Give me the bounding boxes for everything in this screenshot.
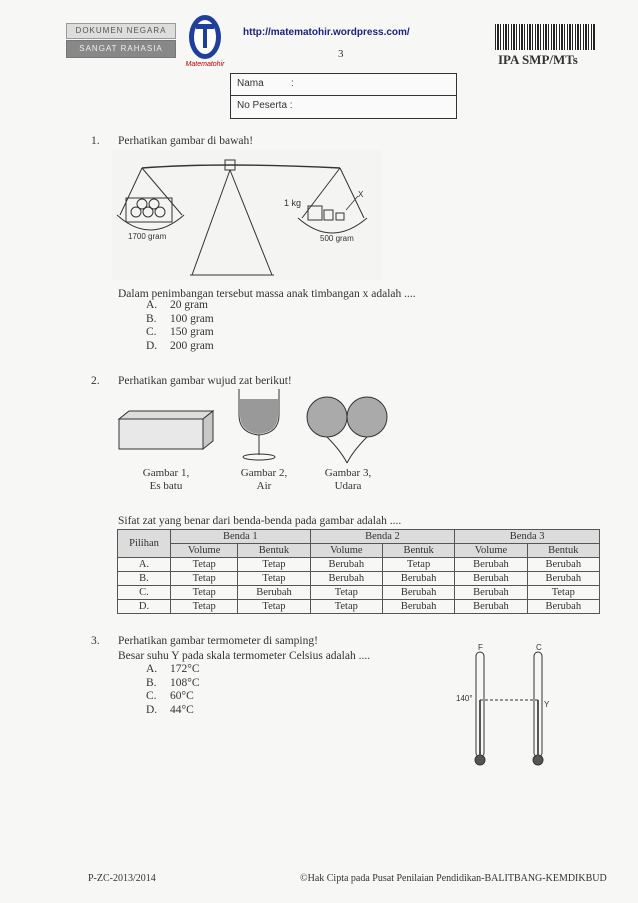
table-cell: Berubah xyxy=(527,600,599,614)
option-letter: D. xyxy=(146,339,158,352)
caption-line-2: Udara xyxy=(334,480,362,492)
question-3-text: Besar suhu Y pada skala termometer Celsius adalah .... xyxy=(118,650,371,662)
site-url-link[interactable]: http://matematohir.wordpress.com/ xyxy=(243,27,410,38)
document-stamp-top: DOKUMEN NEGARA xyxy=(66,23,176,39)
subheader-volume: Volume xyxy=(455,544,527,558)
name-separator: : xyxy=(291,78,294,89)
question-3-number: 3. xyxy=(91,635,100,647)
option-b[interactable] xyxy=(146,313,214,327)
question-1-text: Dalam penimbangan tersebut massa anak timbangan x adalah .... xyxy=(118,288,416,300)
option-b[interactable] xyxy=(146,677,200,691)
caption-line-1: Gambar 1, xyxy=(142,467,190,479)
table-cell: Tetap xyxy=(171,572,238,586)
table-cell: Berubah xyxy=(455,558,527,572)
table-cell: Tetap xyxy=(527,586,599,600)
weight-1kg-label: 1 kg xyxy=(284,198,302,208)
unknown-mass-label: X xyxy=(358,190,364,199)
table-cell: Berubah xyxy=(455,572,527,586)
properties-table xyxy=(117,529,600,614)
header-benda-3: Benda 3 xyxy=(455,530,600,544)
table-cell-pilihan: B. xyxy=(118,572,171,586)
header-benda-1: Benda 1 xyxy=(171,530,311,544)
table-cell: Berubah xyxy=(455,586,527,600)
logo-caption: Matematohir xyxy=(185,61,225,68)
question-2-number: 2. xyxy=(91,375,100,387)
option-text: 100 gram xyxy=(170,312,214,325)
option-letter: B. xyxy=(146,312,157,325)
table-cell: Tetap xyxy=(310,600,382,614)
question-2-prompt: Perhatikan gambar wujud zat berikut! xyxy=(118,375,292,387)
question-1-number: 1. xyxy=(91,135,100,147)
option-a[interactable] xyxy=(146,299,214,313)
question-3-prompt: Perhatikan gambar termometer di samping! xyxy=(118,635,318,647)
option-text: 44°C xyxy=(170,703,194,716)
thermometer-figure xyxy=(450,642,560,772)
table-cell: Tetap xyxy=(382,558,454,572)
table-cell: Berubah xyxy=(310,558,382,572)
table-cell: Tetap xyxy=(310,586,382,600)
identity-box xyxy=(230,73,457,119)
exam-number-field[interactable] xyxy=(303,99,448,113)
caption-gambar-2 xyxy=(226,467,302,493)
subheader-bentuk: Bentuk xyxy=(238,544,310,558)
option-letter: A. xyxy=(146,299,158,311)
caption-line-2: Air xyxy=(256,480,272,492)
option-d[interactable] xyxy=(146,704,200,718)
table-cell: Berubah xyxy=(238,586,310,600)
table-cell: Berubah xyxy=(527,558,599,572)
option-text: 150 gram xyxy=(170,326,214,338)
option-c[interactable] xyxy=(146,326,214,340)
name-field[interactable] xyxy=(297,77,447,91)
caption-line-1: Gambar 3, xyxy=(324,467,372,479)
option-text: 108°C xyxy=(170,676,200,689)
table-cell: Berubah xyxy=(382,600,454,614)
caption-line-2: Es batu xyxy=(149,480,183,492)
unknown-y-label: Y xyxy=(544,700,550,709)
fahrenheit-reading-label: 140° xyxy=(456,694,473,703)
header-pilihan: Pilihan xyxy=(118,530,171,558)
document-code: P-ZC-2013/2014 xyxy=(88,873,156,884)
option-letter: A. xyxy=(146,663,158,675)
table-cell: Berubah xyxy=(310,572,382,586)
table-cell: Tetap xyxy=(238,558,310,572)
table-cell: Tetap xyxy=(171,558,238,572)
table-cell: Tetap xyxy=(171,600,238,614)
fahrenheit-label: F xyxy=(478,643,483,652)
option-letter: D. xyxy=(146,703,158,716)
header-benda-2: Benda 2 xyxy=(310,530,455,544)
option-text: 60°C xyxy=(170,690,194,702)
table-cell-pilihan: C. xyxy=(118,586,171,600)
option-c[interactable] xyxy=(146,690,200,704)
name-label: Nama xyxy=(237,78,264,89)
subheader-bentuk: Bentuk xyxy=(527,544,599,558)
question-2-text: Sifat zat yang benar dari benda-benda pada gambar adalah .... xyxy=(118,515,402,527)
table-row xyxy=(118,600,600,614)
table-cell-pilihan: D. xyxy=(118,600,171,614)
table-cell: Tetap xyxy=(171,586,238,600)
table-cell: Berubah xyxy=(382,572,454,586)
option-d[interactable] xyxy=(146,340,214,354)
barcode xyxy=(495,24,595,50)
subject-title: IPA SMP/MTs xyxy=(498,52,578,67)
option-letter: C. xyxy=(146,326,157,338)
question-3-options xyxy=(146,663,200,717)
left-pan-mass-label: 1700 gram xyxy=(128,232,167,241)
page-number: 3 xyxy=(338,48,344,60)
table-cell-pilihan: A. xyxy=(118,558,171,572)
option-text: 200 gram xyxy=(170,339,214,352)
table-cell: Berubah xyxy=(455,600,527,614)
balance-scale-figure xyxy=(112,150,382,280)
document-stamp-bottom: SANGAT RAHASIA xyxy=(66,40,176,58)
states-of-matter-figure xyxy=(115,385,395,465)
subheader-bentuk: Bentuk xyxy=(382,544,454,558)
table-cell: Berubah xyxy=(382,586,454,600)
table-cell: Tetap xyxy=(238,600,310,614)
option-text: 172°C xyxy=(170,663,200,675)
table-row xyxy=(118,572,600,586)
table-cell: Berubah xyxy=(527,572,599,586)
caption-line-1: Gambar 2, xyxy=(240,467,288,479)
exam-number-label: No Peserta : xyxy=(237,100,293,111)
caption-gambar-1 xyxy=(128,467,204,493)
caption-gambar-3 xyxy=(310,467,386,493)
table-cell: Tetap xyxy=(238,572,310,586)
option-a[interactable] xyxy=(146,663,200,677)
copyright-text: ©Hak Cipta pada Pusat Penilaian Pendidikan-BALITBANG-KEMDIKBUD xyxy=(300,873,607,884)
option-letter: C. xyxy=(146,690,157,702)
option-text: 20 gram xyxy=(170,299,209,311)
table-row xyxy=(118,586,600,600)
celsius-label: C xyxy=(536,643,542,652)
matematohir-logo xyxy=(176,12,234,72)
option-letter: B. xyxy=(146,676,157,689)
subheader-volume: Volume xyxy=(171,544,238,558)
subheader-volume: Volume xyxy=(310,544,382,558)
table-row xyxy=(118,558,600,572)
question-1-prompt: Perhatikan gambar di bawah! xyxy=(118,135,254,147)
question-1-options xyxy=(146,299,214,353)
right-pan-mass-label: 500 gram xyxy=(320,234,354,243)
